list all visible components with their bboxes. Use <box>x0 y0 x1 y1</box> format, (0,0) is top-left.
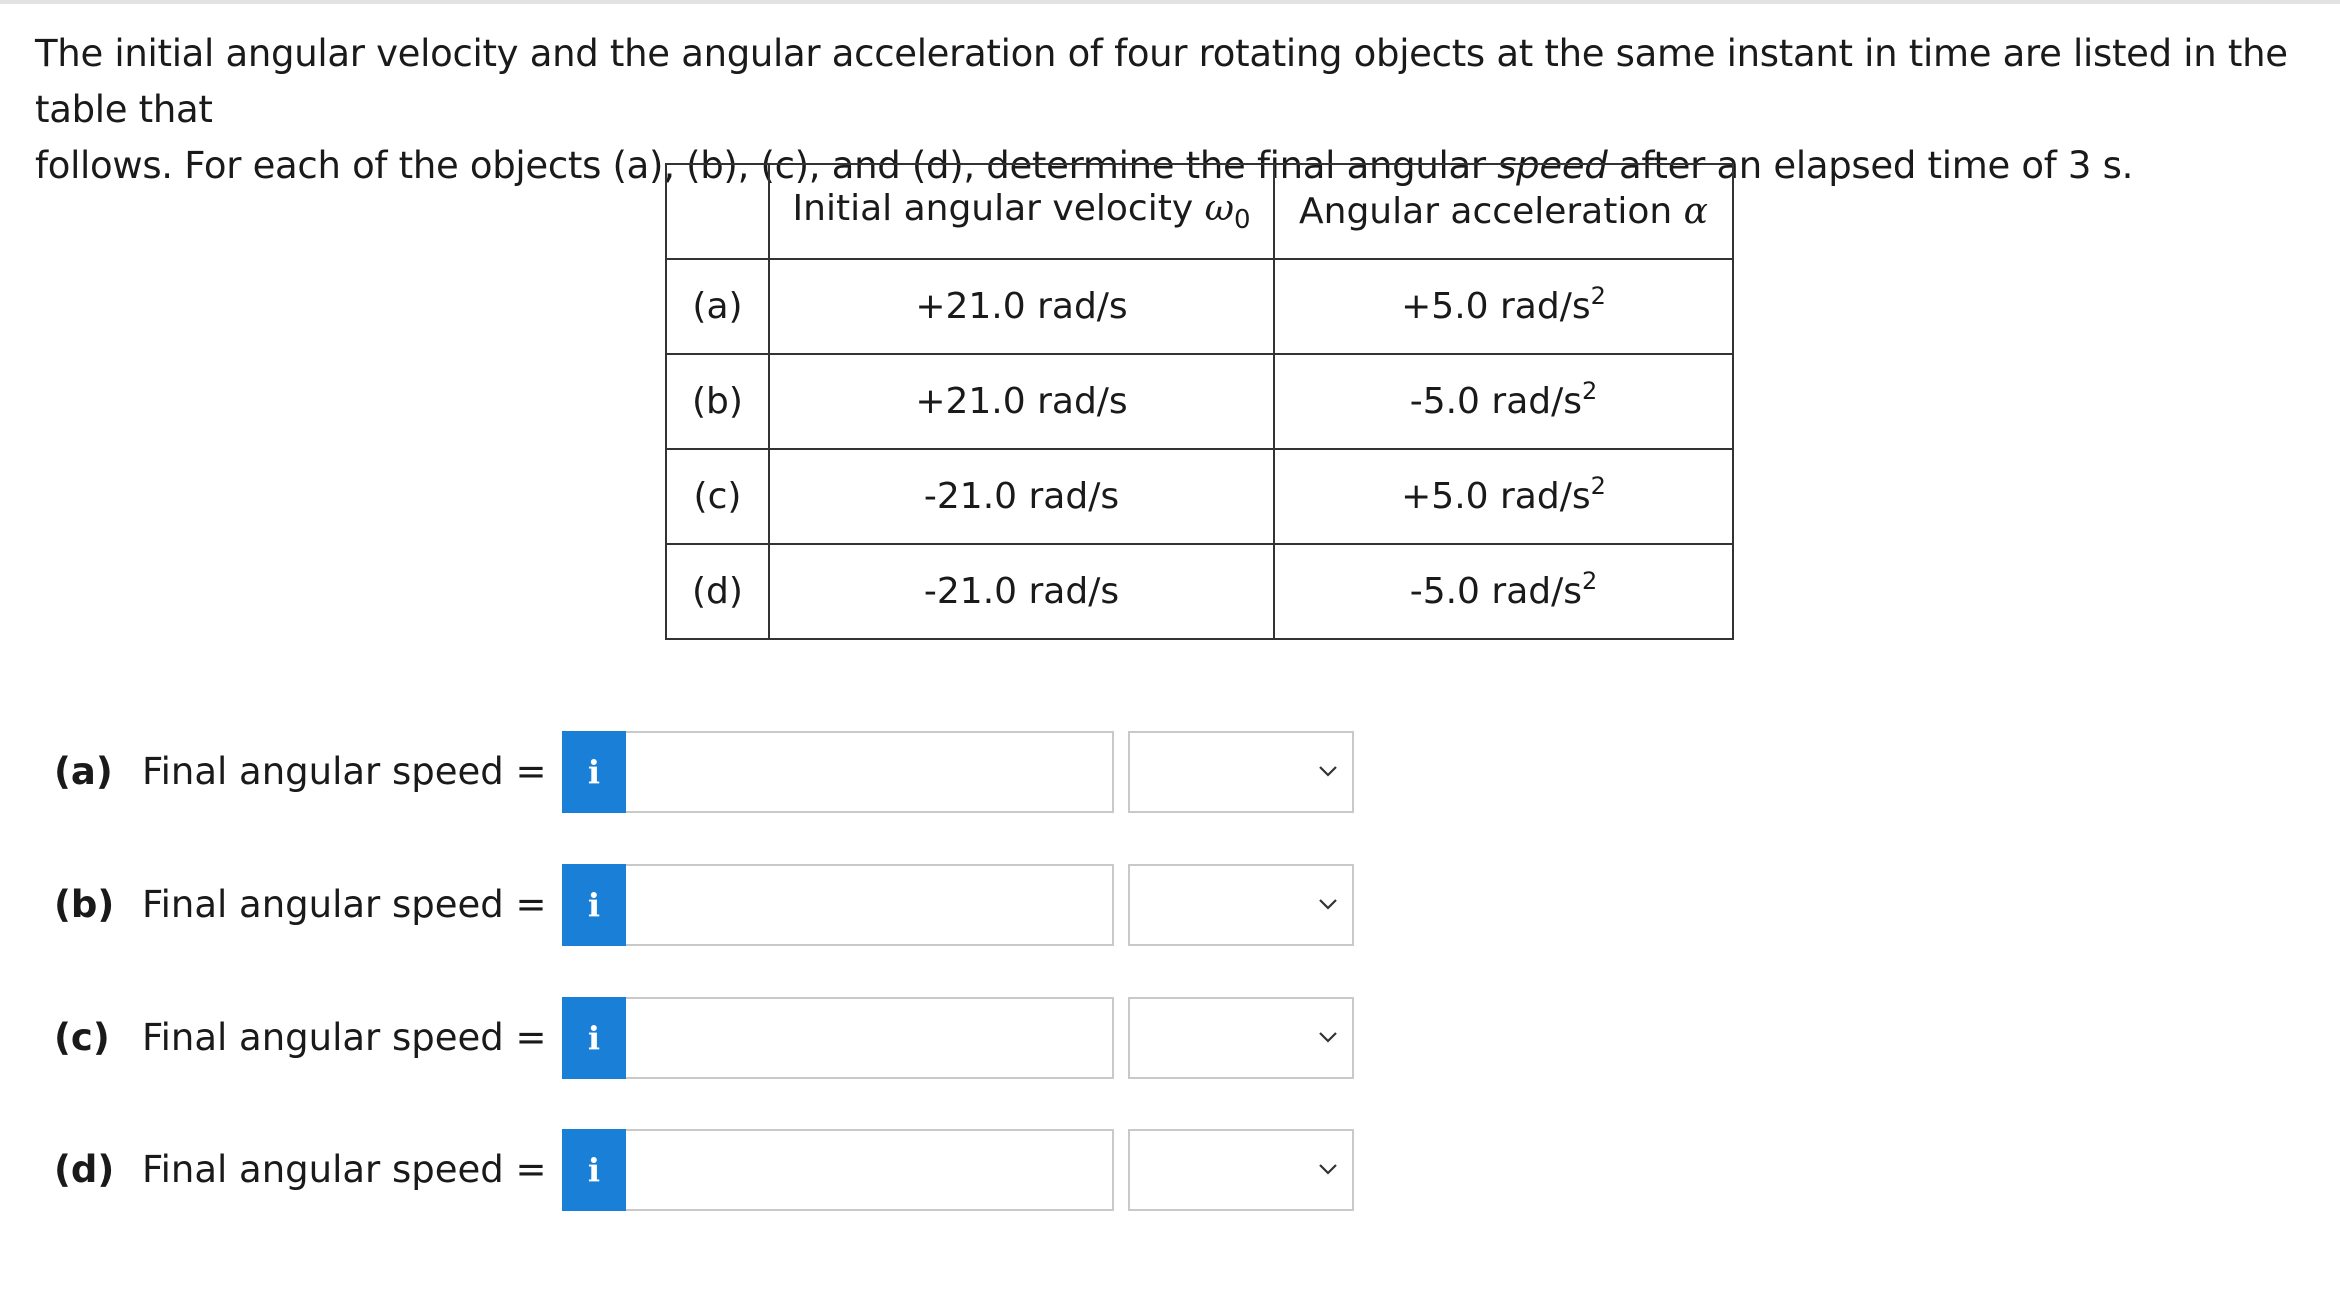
info-icon[interactable]: i <box>562 997 626 1079</box>
omega-symbol: ω <box>1204 187 1234 229</box>
acceleration-exponent: 2 <box>1590 282 1606 310</box>
answer-row-b <box>54 864 1354 946</box>
omega-subscript: 0 <box>1233 205 1251 236</box>
row-velocity: -21.0 rad/s <box>769 449 1274 544</box>
row-velocity: -21.0 rad/s <box>769 544 1274 639</box>
table-header-acceleration <box>1274 164 1733 259</box>
acceleration-value: -5.0 rad/s <box>1409 571 1582 612</box>
acceleration-header-text: Angular acceleration <box>1299 191 1684 232</box>
row-acceleration <box>1274 259 1733 354</box>
unit-dropdown[interactable] <box>1128 731 1354 813</box>
table-row <box>666 544 1733 639</box>
answer-row-d <box>54 1129 1354 1211</box>
row-velocity: +21.0 rad/s <box>769 354 1274 449</box>
answer-input[interactable] <box>626 731 1114 813</box>
table-row <box>666 259 1733 354</box>
answer-input[interactable] <box>626 997 1114 1079</box>
answer-row-a <box>54 731 1354 813</box>
acceleration-value: +5.0 rad/s <box>1401 286 1591 327</box>
table-row <box>666 449 1733 544</box>
acceleration-exponent: 2 <box>1590 472 1606 500</box>
unit-dropdown[interactable] <box>1128 864 1354 946</box>
unit-dropdown[interactable] <box>1128 1129 1354 1211</box>
answer-input[interactable] <box>626 864 1114 946</box>
velocity-header-text: Initial angular velocity <box>792 187 1205 229</box>
answer-letter: (c) <box>54 1016 110 1059</box>
chevron-down-icon <box>1316 892 1340 916</box>
row-label: (d) <box>666 544 769 639</box>
answer-label: Final angular speed = <box>142 1016 547 1059</box>
unit-dropdown[interactable] <box>1128 997 1354 1079</box>
row-label: (c) <box>666 449 769 544</box>
row-velocity: +21.0 rad/s <box>769 259 1274 354</box>
table-header-empty <box>666 164 769 259</box>
chevron-down-icon <box>1316 759 1340 783</box>
answer-label: Final angular speed = <box>142 883 547 926</box>
chevron-down-icon <box>1316 1157 1340 1181</box>
chevron-down-icon <box>1316 1025 1340 1049</box>
answer-row-c <box>54 997 1354 1079</box>
data-table <box>665 163 1734 640</box>
alpha-symbol: α <box>1683 191 1708 232</box>
table-row <box>666 354 1733 449</box>
row-acceleration <box>1274 544 1733 639</box>
answer-letter: (b) <box>54 883 115 926</box>
info-icon[interactable]: i <box>562 1129 626 1211</box>
row-label: (b) <box>666 354 769 449</box>
answer-label: Final angular speed = <box>142 750 547 793</box>
table-header-row <box>666 164 1733 259</box>
answer-input[interactable] <box>626 1129 1114 1211</box>
question-emphasis: speed <box>1497 144 1608 187</box>
question-line-1: The initial angular velocity and the angular acceleration of four rotating objects at the same instant in time are listed in the table that <box>35 32 2288 131</box>
question-line-2-start: follows. For each of the objects (a), (b), (c), and (d), determine the final angular <box>35 144 1498 187</box>
top-divider <box>0 0 2340 4</box>
acceleration-exponent: 2 <box>1582 567 1598 595</box>
acceleration-value: +5.0 rad/s <box>1401 476 1591 517</box>
row-acceleration <box>1274 354 1733 449</box>
row-acceleration <box>1274 449 1733 544</box>
answer-letter: (a) <box>54 750 113 793</box>
acceleration-exponent: 2 <box>1582 377 1598 405</box>
acceleration-value: -5.0 rad/s <box>1409 381 1582 422</box>
question-line-2-end: after an elapsed time of 3 s. <box>1607 144 2134 187</box>
info-icon[interactable]: i <box>562 731 626 813</box>
answer-label: Final angular speed = <box>142 1148 547 1191</box>
row-label: (a) <box>666 259 769 354</box>
answer-letter: (d) <box>54 1148 115 1191</box>
table-header-velocity <box>769 164 1274 259</box>
info-icon[interactable]: i <box>562 864 626 946</box>
